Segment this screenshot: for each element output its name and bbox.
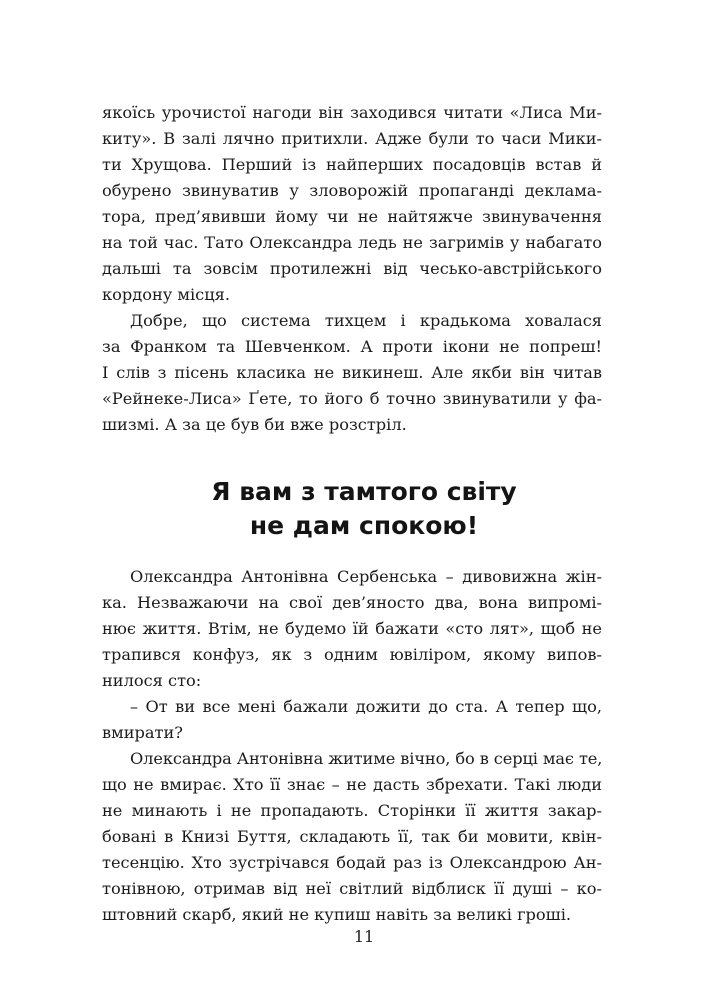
- text-line: ти Хрущова. Перший із найперших посадовців встав й: [102, 155, 602, 174]
- text-line: вмирати?: [102, 723, 183, 742]
- text-line: нилося сто:: [102, 671, 202, 690]
- text-line: трапився конфуз, як з одним ювіліром, якому випов-: [102, 645, 602, 664]
- text-line: за Франком та Шевченком. А проти ікони не попреш!: [102, 337, 602, 356]
- text-line: кордону місця.: [102, 285, 230, 304]
- text-line: Добре, що система тихцем і крадькома ховалася: [130, 311, 602, 330]
- text-line: «Рейнеке-Лиса» Ґете, то його б точно звинуватили у фа-: [102, 389, 602, 408]
- text-line: Олександра Антонівна Сербенська – дивовижна жін-: [130, 567, 602, 586]
- text-line: ка. Незважаючи на свої дев’яносто два, вона випромі-: [102, 593, 602, 612]
- text-line: не минають і не пропадають. Сторінки її життя закар-: [102, 801, 602, 820]
- text-line: якоїсь урочистої нагоди він заходився читати «Лиса Ми-: [102, 103, 602, 122]
- text-line: штовний скарб, який не купиш навіть за великі гроші.: [102, 905, 572, 924]
- text-line: на той час. Тато Олександра ледь не загримів у набагато: [102, 233, 602, 252]
- text-line: киту». В залі лячно притихли. Адже були то часи Мики-: [102, 129, 602, 148]
- text-line: Олександра Антонівна житиме вічно, бо в серці має те,: [130, 749, 603, 768]
- text-line: – От ви все мені бажали дожити до ста. А тепер що,: [130, 697, 602, 716]
- text-line: обурено звинуватив у зловорожій пропаганді деклама-: [102, 181, 602, 200]
- text-line: тесенцію. Хто зустрічався бодай раз із Олександрою Ан-: [102, 853, 602, 872]
- text-line: нює життя. Втім, не будемо їй бажати «сто лят», щоб не: [102, 619, 602, 638]
- text-line: що не вмирає. Хто її знає – не дасть збрехати. Такі люди: [102, 775, 602, 794]
- text-line: тонівною, отримав від неї світлий відблиск її душі – ко-: [102, 879, 602, 898]
- section-heading-line-2: не дам спокою!: [249, 511, 479, 540]
- section-heading-line-1: Я вам з тамтого світу: [211, 477, 517, 506]
- text-line: шизмі. А за це був би вже розстріл.: [102, 415, 407, 434]
- text-line: І слів з пісень класика не викинеш. Але якби він читав: [102, 363, 602, 382]
- text-line: дальші та зовсім протилежні від чесько-австрійського: [102, 259, 602, 278]
- page-number: 11: [353, 927, 375, 946]
- text-line: тора, пред’явивши йому чи не найтяжче звинувачення: [102, 207, 602, 226]
- text-line: бовані в Книзі Буття, складають її, так би мовити, квін-: [102, 827, 602, 846]
